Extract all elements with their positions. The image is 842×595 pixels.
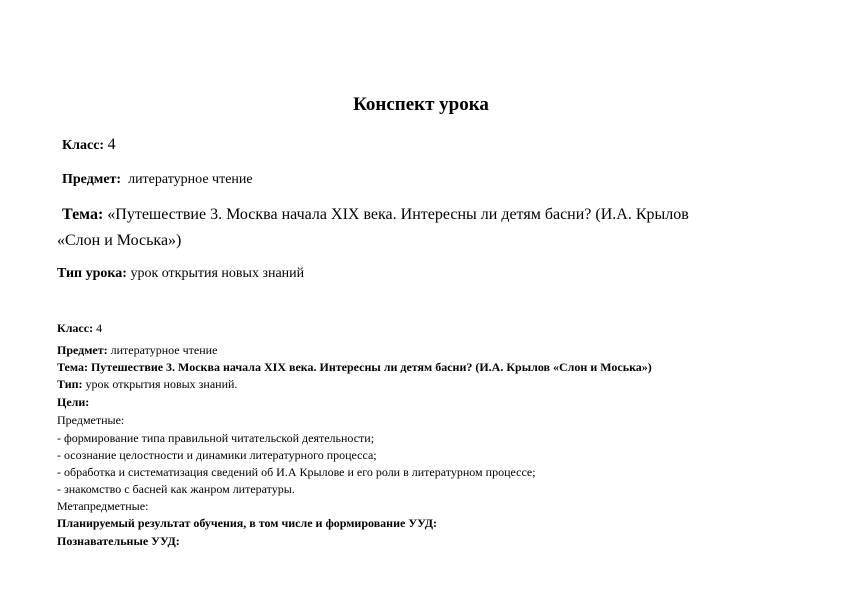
list-item: - знакомство с басней как жанром литературы. (57, 482, 295, 496)
details-planned-result (57, 516, 437, 531)
list-item: - формирование типа правильной читательской деятельности; (57, 431, 375, 445)
list-item: - обработка и систематизация сведений об И.А Крылове и его роли в литературном процессе; (57, 465, 536, 479)
details-type-value: урок открытия новых знаний. (85, 377, 238, 391)
cognitive-text: Познавательные УУД: (57, 534, 180, 548)
details-subject-value: литературное чтение (110, 343, 218, 357)
header-subject-label: Предмет: (62, 172, 122, 187)
header-topic-line1 (62, 206, 689, 224)
details-type (57, 377, 237, 392)
header-lesson-type-label: Тип урока: (57, 266, 127, 281)
header-topic-label: Тема: (62, 206, 104, 223)
goals-label-text: Цели: (57, 395, 90, 409)
details-type-label: Тип: (57, 377, 83, 391)
header-class (62, 136, 116, 154)
header-topic-text1: «Путешествие 3. Москва начала XIX века. Интересны ли детям басни? (И.А. Крылов (107, 206, 689, 223)
details-cognitive (57, 534, 180, 549)
header-lesson-type-value: урок открытия новых знаний (130, 266, 305, 281)
details-class (57, 321, 102, 336)
header-class-value: 4 (107, 136, 116, 153)
planned-result-text: Планируемый результат обучения, в том числе и формирование УУД: (57, 516, 437, 530)
details-subject-label: Предмет: (57, 343, 108, 357)
header-subject-value: литературное чтение (128, 172, 253, 187)
details-class-value: 4 (96, 321, 103, 335)
details-class-label: Класс: (57, 321, 94, 335)
details-goals-label (57, 395, 89, 410)
header-lesson-type (57, 266, 304, 282)
page-title: Конспект урока (353, 94, 489, 115)
details-topic (57, 360, 652, 375)
header-topic-line2: «Слон и Моська») (57, 232, 182, 249)
details-subject (57, 343, 217, 358)
list-item: - осознание целостности и динамики литературного процесса; (57, 448, 377, 462)
header-subject (62, 172, 253, 188)
details-subject-goals-label: Предметные: (57, 413, 125, 427)
details-topic-text: Тема: Путешествие 3. Москва начала XIX века. Интересны ли детям басни? (И.А. Крылов «Слон и Моська») (57, 360, 652, 374)
header-class-label: Класс: (62, 138, 105, 153)
details-meta-label: Метапредметные: (57, 499, 149, 513)
